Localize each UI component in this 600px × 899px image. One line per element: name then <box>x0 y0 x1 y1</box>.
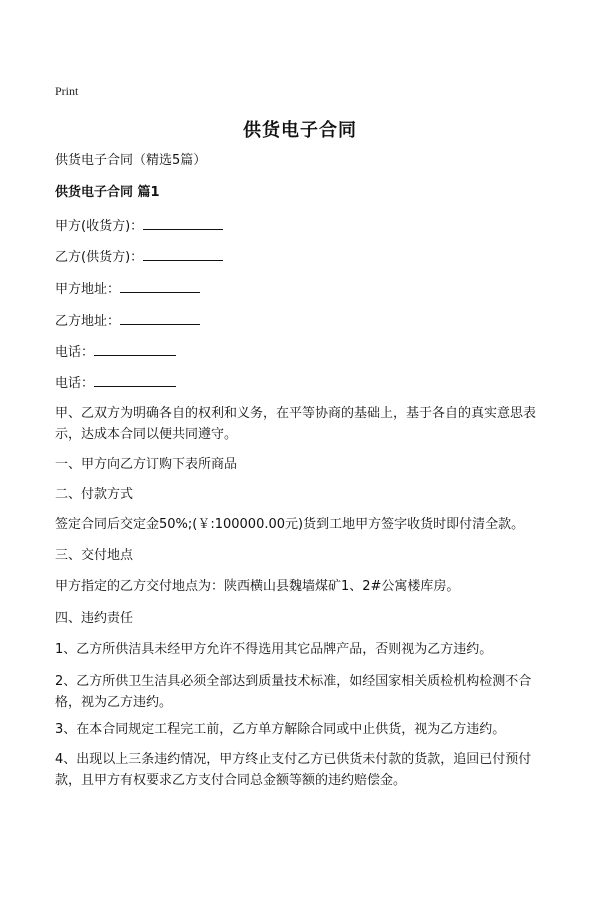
intro-paragraph: 甲、乙双方为明确各自的权利和义务，在平等协商的基础上，基于各自的真实意思表示，达成本合同以便共同遵守。 <box>55 406 537 442</box>
payment-paragraph: 签定合同后交定金50%;(￥:100000.00元)货到工地甲方签字收货时即付清全款。 <box>55 517 525 532</box>
breach-paragraph-3: 3、在本合同规定工程完工前，乙方单方解除合同或中止供货，视为乙方违约。 <box>55 722 506 737</box>
party-a-address-row <box>55 280 200 299</box>
breach-paragraph-2: 2、乙方所供卫生洁具必须全部达到质量技术标准，如经国家相关质检机构检测不合格，视为乙方违约。 <box>55 674 532 710</box>
party-a-label: 甲方(收货方)： <box>55 219 144 234</box>
clause-3-heading: 三、交付地点 <box>55 548 134 563</box>
party-a-address-label: 甲方地址： <box>55 282 121 297</box>
party-a-row <box>55 217 223 236</box>
phone-blank-1 <box>94 343 176 356</box>
party-a-blank <box>143 217 223 230</box>
phone-row-2 <box>55 374 176 393</box>
document-subtitle: 供货电子合同（精选5篇） <box>55 153 207 168</box>
section-heading: 供货电子合同 篇1 <box>55 185 160 200</box>
party-b-row <box>55 248 223 267</box>
party-b-address-blank <box>120 312 200 325</box>
party-b-blank <box>143 248 223 261</box>
party-b-label: 乙方(供货方)： <box>55 250 144 265</box>
document-title: 供货电子合同 <box>243 120 357 141</box>
phone-row-1 <box>55 343 176 362</box>
party-a-address-blank <box>120 280 200 293</box>
party-b-address-label: 乙方地址： <box>55 314 121 329</box>
phone-label-2: 电话： <box>55 376 95 391</box>
party-b-address-row <box>55 312 200 331</box>
delivery-paragraph: 甲方指定的乙方交付地点为：陕西横山县魏墙煤矿1、2#公寓楼库房。 <box>55 579 460 594</box>
clause-2-heading: 二、付款方式 <box>55 487 134 502</box>
phone-blank-2 <box>94 374 176 387</box>
clause-4-heading: 四、违约责任 <box>55 611 134 626</box>
breach-paragraph-4: 4、出现以上三条违约情况，甲方终止支付乙方已供货未付款的货款，追回已付预付款，且甲方有权要求乙方支付合同总金额等额的违约赔偿金。 <box>55 752 532 788</box>
phone-label-1: 电话： <box>55 345 95 360</box>
clause-1-heading: 一、甲方向乙方订购下表所商品 <box>55 457 238 472</box>
print-label[interactable]: Print <box>55 84 79 98</box>
breach-paragraph-1: 1、乙方所供洁具未经甲方允许不得选用其它品牌产品，否则视为乙方违约。 <box>55 642 493 657</box>
